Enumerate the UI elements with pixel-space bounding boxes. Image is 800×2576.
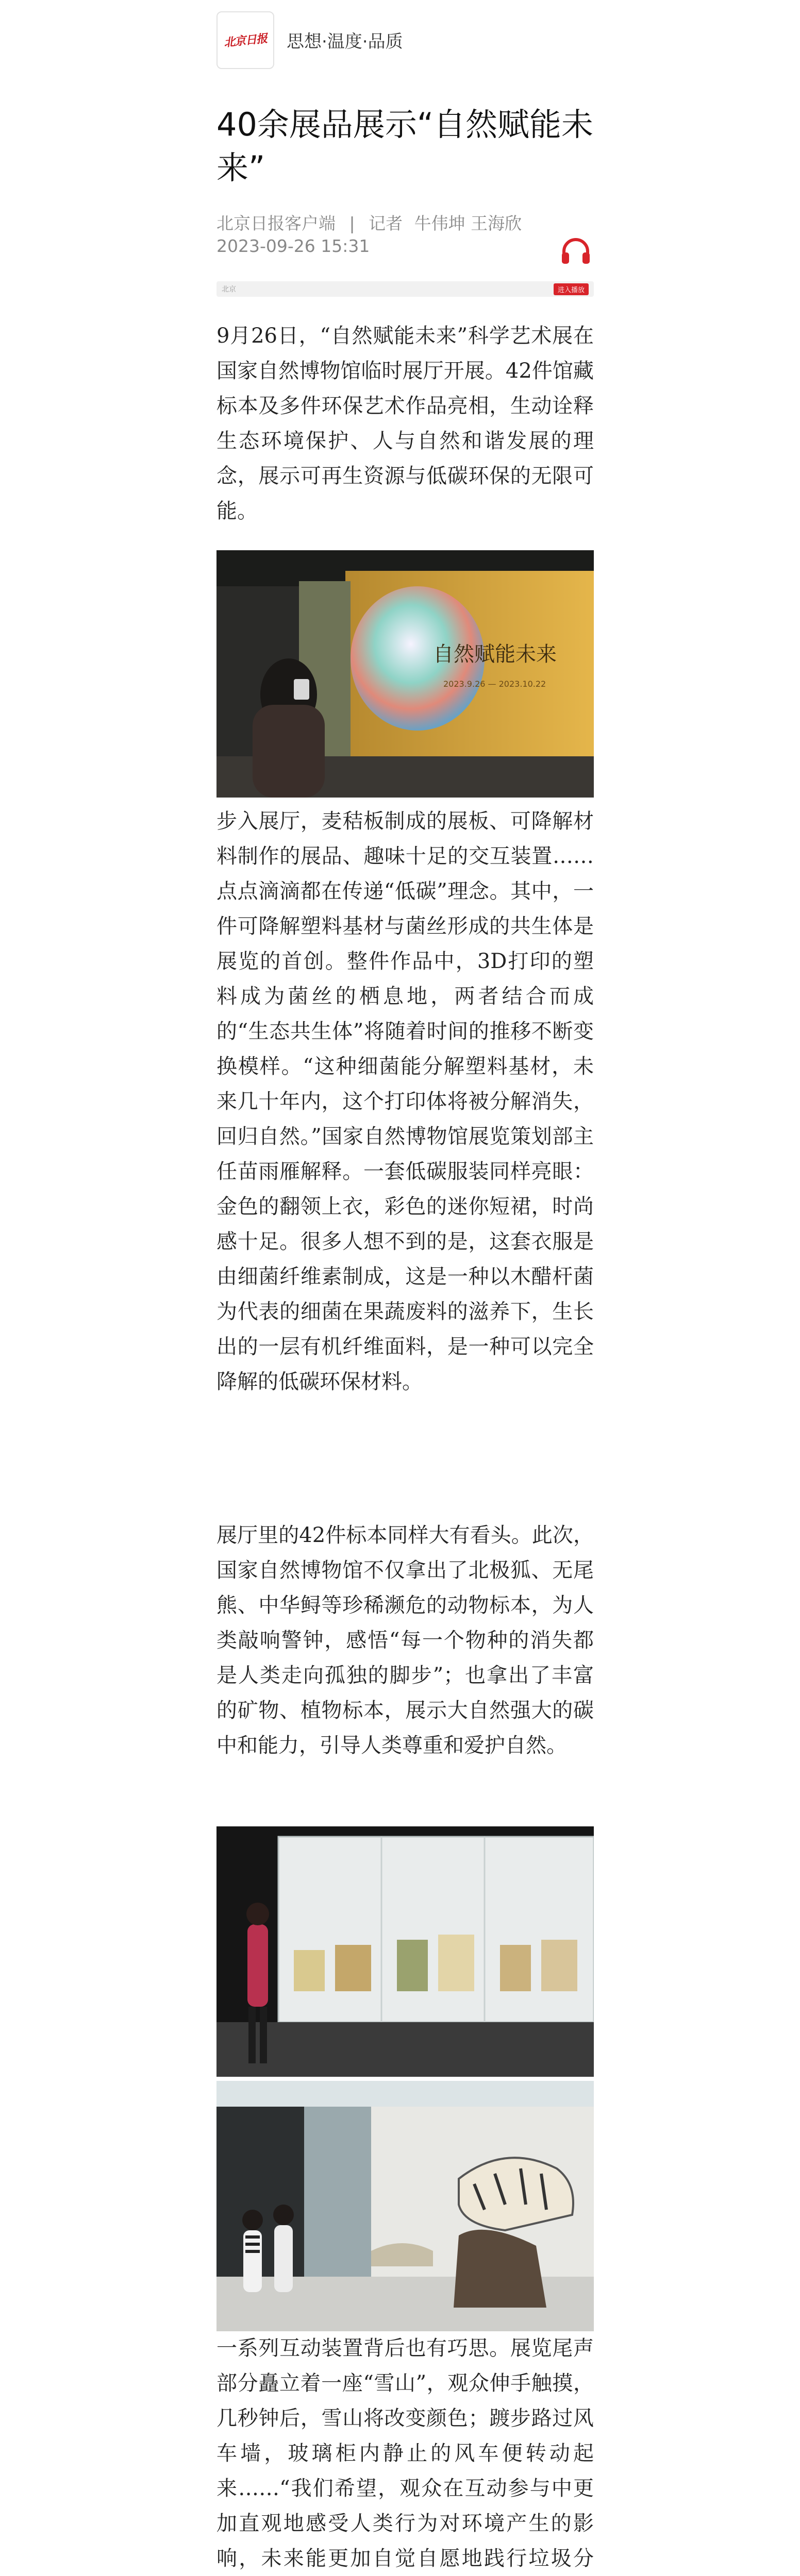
photo-exhibition-entrance xyxy=(216,550,594,798)
paragraph-1: 9月26日，“自然赋能未来”科学艺术展在国家自然博物馆临时展厅开展。42件馆藏标本及多件环保艺术作品亮相，生动诠释生态环境保护、人与自然和谐发展的理念，展示可再生资源与低碳环保的无限可能。 xyxy=(216,324,594,523)
sign-title: 自然赋能未来 xyxy=(433,642,557,666)
brand-header xyxy=(216,10,594,70)
byline-separator: | xyxy=(349,213,355,233)
play-button[interactable]: 进入播放 xyxy=(554,283,589,295)
article-source: 北京日报客户端 xyxy=(216,213,336,233)
article-title: 40余展品展示“自然赋能未来” xyxy=(216,106,594,187)
strip-label: 北京 xyxy=(222,285,236,294)
paragraph-2: 步入展厅，麦秸板制成的展板、可降解材料制作的展品、趣味十足的交互装置……点点滴滴都在传递“低碳”理念。其中，一件可降解塑料基材与菌丝形成的共生体是展览的首创。整件作品中，3D打印的塑料成为菌丝的栖息地，两者结合而成的“生态共生体”将随着时间的推移不断变换模样。“这种细菌能分解塑料基材，未来几十年内，这个打印体将被分解消失，回归自然。”国家自然博物馆展览策划部主任苗雨雁解释。一套低碳服装同样亮眼：金色的翻领上衣，彩色的迷你短裙，时尚感十足。很多人想不到的是，这套衣服是由细菌纤维素制成，这是一种以木醋杆菌为代表的细菌在果蔬废料的滋养下，生长出的一层有机纤维面料，是一种可以完全降解的低碳环保材料。 xyxy=(216,809,594,1394)
app-logo[interactable] xyxy=(216,11,274,69)
photo-specimen-gallery xyxy=(216,1826,594,2077)
paragraph-3: 展厅里的42件标本同样大有看头。此次，国家自然博物馆不仅拿出了北极狐、无尾熊、中华鲟等珍稀濒危的动物标本，为人类敲响警钟，感悟“每一个物种的消失都是人类走向孤独的脚步”；也拿出了丰富的矿物、植物标本，展示大自然强大的碳中和能力，引导人类尊重和爱护自然。 xyxy=(216,1523,594,1757)
photo-tiger-specimen xyxy=(216,2081,594,2331)
paragraph-4: 一系列互动装置背后也有巧思。展览尾声部分矗立着一座“雪山”，观众伸手触摸，几秒钟后，雪山将改变颜色；踱步路过风车墙，玻璃柜内静止的风车便转动起来……“我们希望，观众在互动参与中更加直观地感受人类行为对环境产生的影响，未来能更加自觉自愿地践行垃圾分 xyxy=(216,2336,594,2570)
reporter-names: 牛伟坤 王海欣 xyxy=(414,213,522,233)
sign-date: 2023.9.26 — 2023.10.22 xyxy=(443,679,546,689)
audio-player-strip[interactable] xyxy=(216,281,594,297)
logo-text: 北京日报 xyxy=(223,31,268,50)
brand-slogan: 思想·温度·品质 xyxy=(287,31,403,52)
article-byline xyxy=(216,210,522,234)
headphones-icon[interactable] xyxy=(558,233,594,269)
article-datetime: 2023-09-26 15:31 xyxy=(216,236,370,256)
reporter-label: 记者 xyxy=(369,213,403,233)
